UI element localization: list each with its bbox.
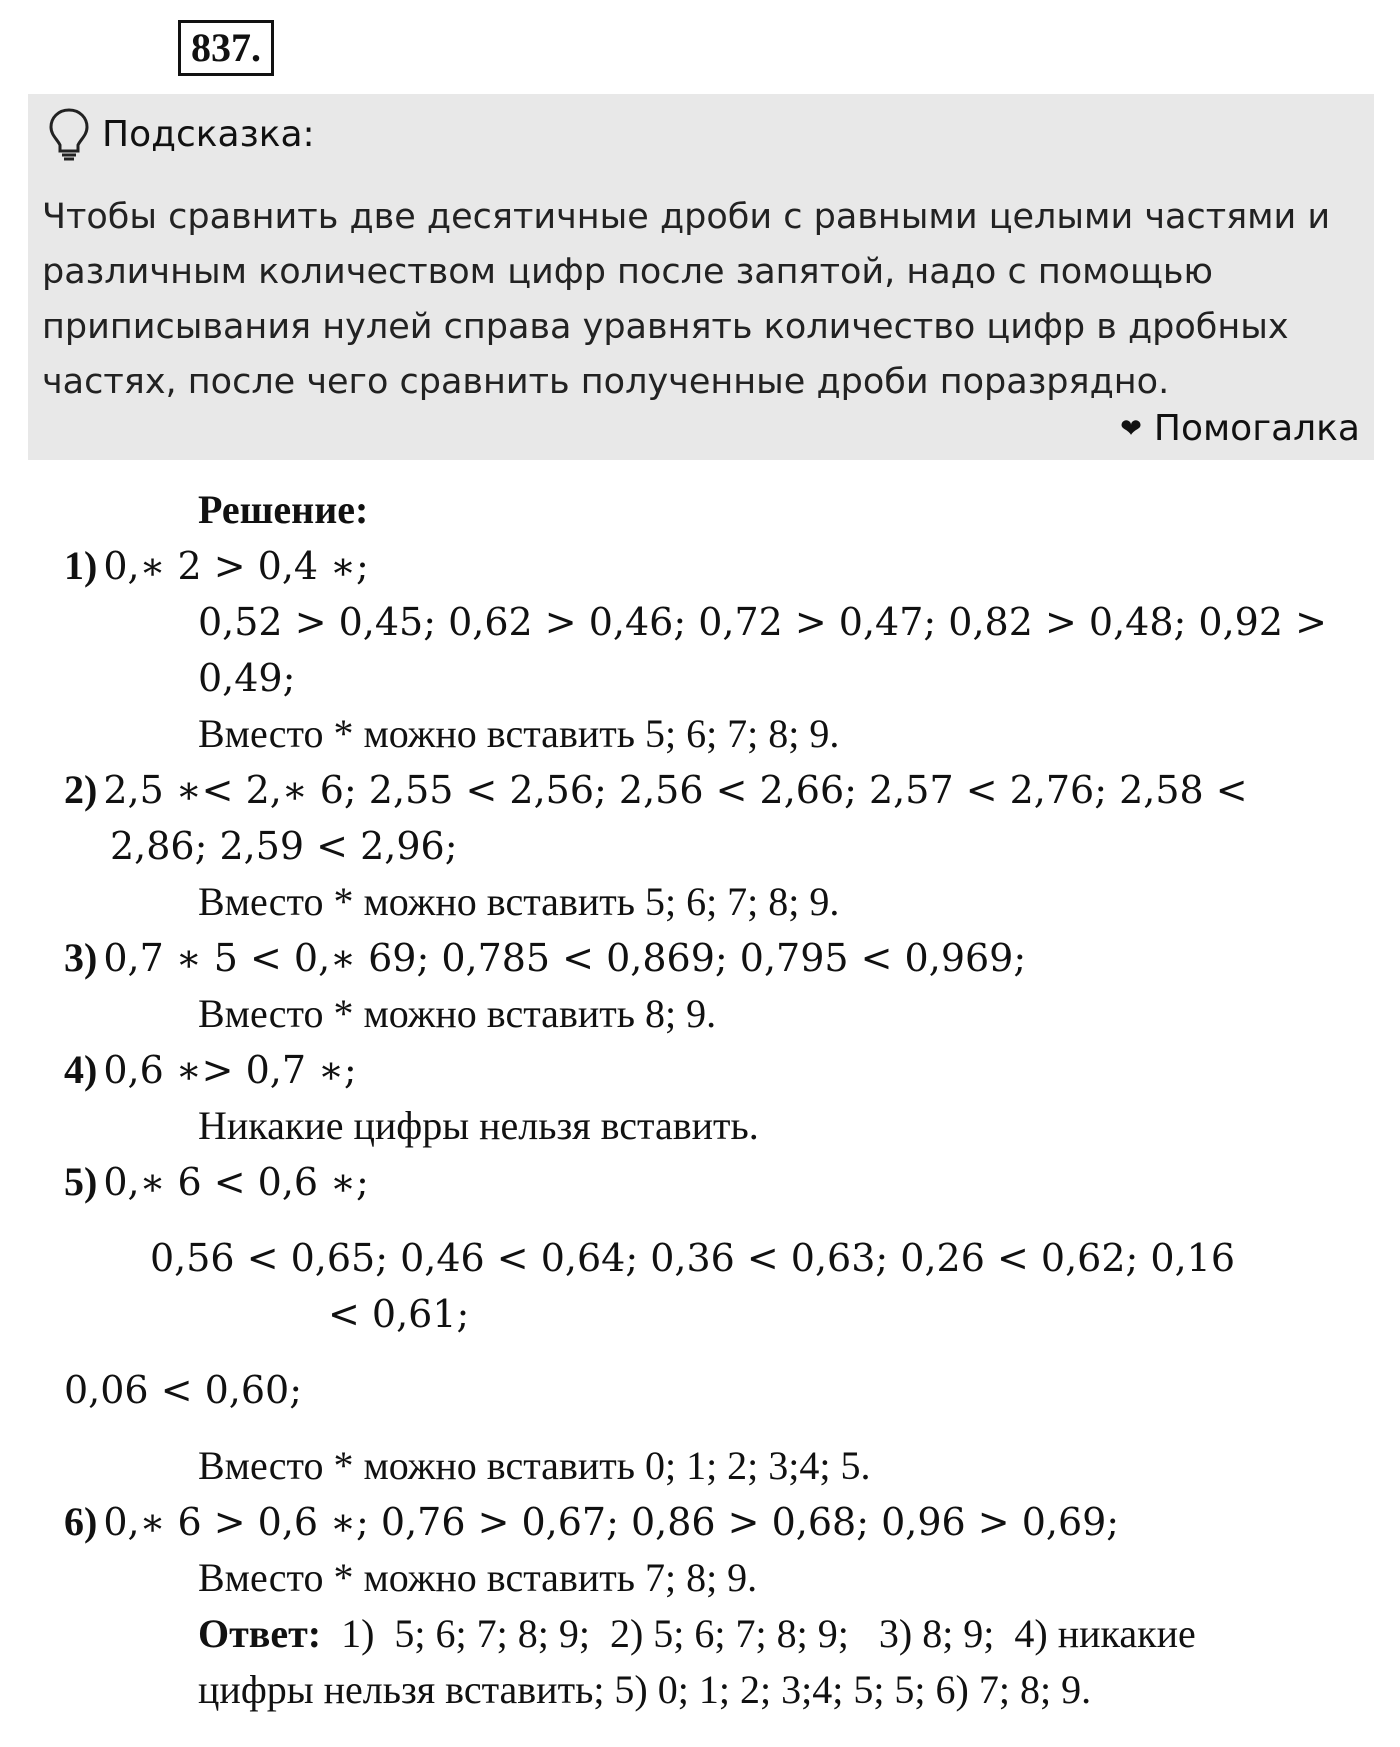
hint-title: Подсказка:	[102, 113, 315, 155]
part-5-line-1: 0,56 < 0,65; 0,46 < 0,64; 0,36 < 0,63; 0,26 < 0,62; 0,16	[150, 1236, 1236, 1280]
part-1-label: 1)	[64, 543, 98, 588]
part-1-line-2: 0,49;	[198, 656, 296, 700]
solution-heading: Решение:	[198, 487, 369, 532]
part-1-task-row	[64, 538, 369, 594]
heart-icon: ❤	[1120, 413, 1142, 444]
part-4-row	[64, 1042, 357, 1098]
part-5-note: Вместо * можно вставить 0; 1; 2; 3;4; 5.	[198, 1443, 871, 1488]
hint-source-label: Помогалка	[1153, 408, 1360, 449]
part-2-line-1: 2,5 ∗< 2,∗ 6; 2,55 < 2,56; 2,56 < 2,66; 2,57 < 2,76; 2,58 <	[103, 768, 1248, 812]
answer-line-2: цифры нельзя вставить; 5) 0; 1; 2; 3;4; 5; 5; 6) 7; 8; 9.	[198, 1667, 1092, 1712]
part-5-task: 0,∗ 6 < 0,6 ∗;	[103, 1160, 369, 1204]
part-2-line-2: 2,86; 2,59 < 2,96;	[110, 824, 458, 868]
problem-number: 837.	[178, 20, 274, 76]
part-3-row	[64, 930, 1026, 986]
answer-label: Ответ:	[198, 1611, 322, 1656]
part-1-line-1: 0,52 > 0,45; 0,62 > 0,46; 0,72 > 0,47; 0,82 > 0,48; 0,92 >	[198, 600, 1327, 644]
part-6-label: 6)	[64, 1499, 98, 1544]
hint-header	[46, 104, 315, 164]
part-6-note: Вместо * можно вставить 7; 8; 9.	[198, 1555, 758, 1600]
part-4-label: 4)	[64, 1047, 98, 1092]
answer-row	[198, 1606, 1196, 1662]
hint-text: Чтобы сравнить две десятичные дроби с равными целыми частями и различным количеством цифр после запятой, надо с помощью приписывания нулей справа уравнять количество цифр в дробных частях, после чего сравнить полученные дроби поразрядно.	[42, 197, 1331, 402]
part-3-note: Вместо * можно вставить 8; 9.	[198, 991, 717, 1036]
part-5-row	[64, 1154, 369, 1210]
lightbulb-icon	[46, 106, 92, 162]
part-6-line-1: 0,∗ 6 > 0,6 ∗; 0,76 > 0,67; 0,86 > 0,68; 0,96 > 0,69;	[103, 1500, 1120, 1544]
part-2-note: Вместо * можно вставить 5; 6; 7; 8; 9.	[198, 879, 840, 924]
part-4-note: Никакие цифры нельзя вставить.	[198, 1103, 759, 1148]
part-3-line-1: 0,7 ∗ 5 < 0,∗ 69; 0,785 < 0,869; 0,795 < 0,969;	[103, 936, 1027, 980]
part-2-label: 2)	[64, 767, 98, 812]
part-5-line-3: 0,06 < 0,60;	[64, 1368, 303, 1412]
hint-source[interactable]	[1120, 408, 1360, 449]
part-1-task: 0,∗ 2 > 0,4 ∗;	[103, 544, 369, 588]
part-2-row	[64, 762, 1248, 818]
part-4-task: 0,6 ∗> 0,7 ∗;	[103, 1048, 357, 1092]
part-5-label: 5)	[64, 1159, 98, 1204]
answer-line-1: 1) 5; 6; 7; 8; 9; 2) 5; 6; 7; 8; 9; 3) 8; 9; 4) никакие	[321, 1611, 1196, 1656]
part-6-row	[64, 1494, 1119, 1550]
part-1-note: Вместо * можно вставить 5; 6; 7; 8; 9.	[198, 711, 840, 756]
hint-box	[28, 94, 1374, 460]
part-3-label: 3)	[64, 935, 98, 980]
part-5-line-2: < 0,61;	[328, 1292, 470, 1336]
